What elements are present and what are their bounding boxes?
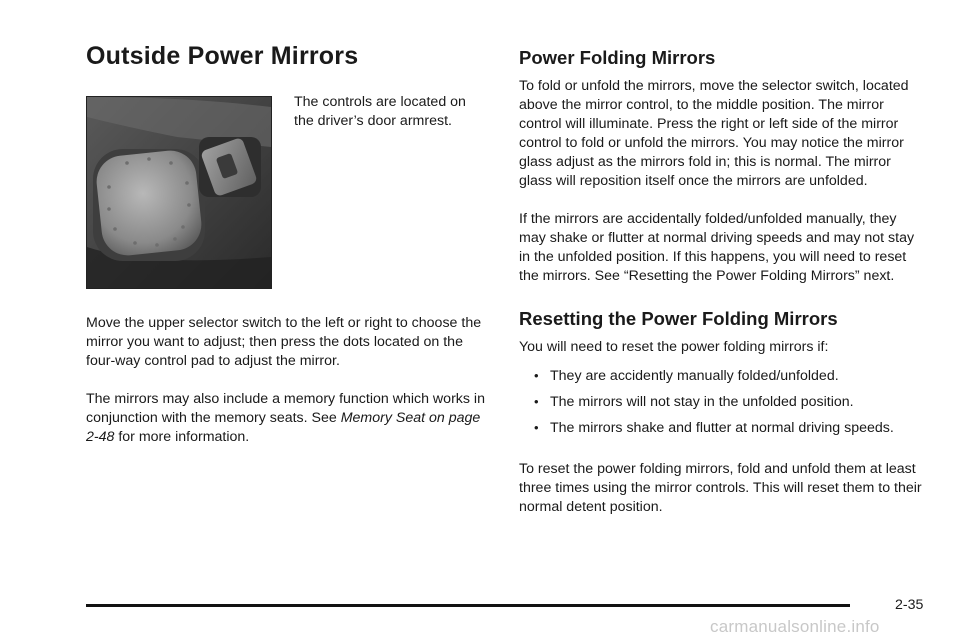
bullet-icon: • <box>534 420 539 435</box>
page-title: Outside Power Mirrors <box>86 42 359 70</box>
reset-conditions-list <box>519 360 924 438</box>
mirror-control-image <box>87 97 271 288</box>
list-item: • They are accidently manually folded/unfolded. <box>534 368 839 384</box>
memory-note-lead: The mirrors may also include a memory function which works in conjunction with the memory seats. See <box>86 391 485 426</box>
list-item: • The mirrors shake and flutter at normal driving speeds. <box>534 420 894 436</box>
memory-seat-reference[interactable]: Memory Seat on page 2-48 <box>86 410 481 445</box>
reset-intro: You will need to reset the power folding mirrors if: <box>519 339 829 355</box>
list-item: • The mirrors will not stay in the unfolded position. <box>534 394 854 410</box>
bullet-icon: • <box>534 394 539 409</box>
selector-instructions: Move the upper selector switch to the left or right to choose the mirror you want to adjust; then press the dots located on the four-way control pad to adjust the mirror. <box>86 315 482 369</box>
memory-note-tail: for more information. <box>114 429 250 445</box>
watermark: carmanualsonline.info <box>710 617 880 636</box>
intro-text: The controls are located on the driver’s door armrest. <box>294 94 466 129</box>
mirror-control-photo <box>86 96 272 289</box>
accidental-fold-note: If the mirrors are accidentally folded/unfolded manually, they may shake or flutter at normal driving speeds and may not stay in the unfolded position. If this happens, you will need to reset the mirrors. See “Resetting the Power Folding Mirrors” next. <box>519 211 915 284</box>
power-folding-heading: Power Folding Mirrors <box>519 47 716 68</box>
resetting-heading: Resetting the Power Folding Mirrors <box>519 308 838 329</box>
memory-function-note <box>86 390 486 447</box>
page-number: 2-35 <box>895 597 924 613</box>
footer-rule <box>86 604 850 607</box>
folding-instructions: To fold or unfold the mirrors, move the selector switch, located above the mirror control, to the middle position. The mirror control will illuminate. Press the right or left side of the mirror control to fold or unfold the mirrors. You may notice the mirror glass adjust as the mirrors fold in; this is normal. The mirror glass will reposition itself once the mirrors are unfolded. <box>519 78 909 189</box>
reset-instructions: To reset the power folding mirrors, fold and unfold them at least three times using the mirror controls. This will reset them to their normal detent position. <box>519 461 922 515</box>
bullet-icon: • <box>534 368 539 383</box>
